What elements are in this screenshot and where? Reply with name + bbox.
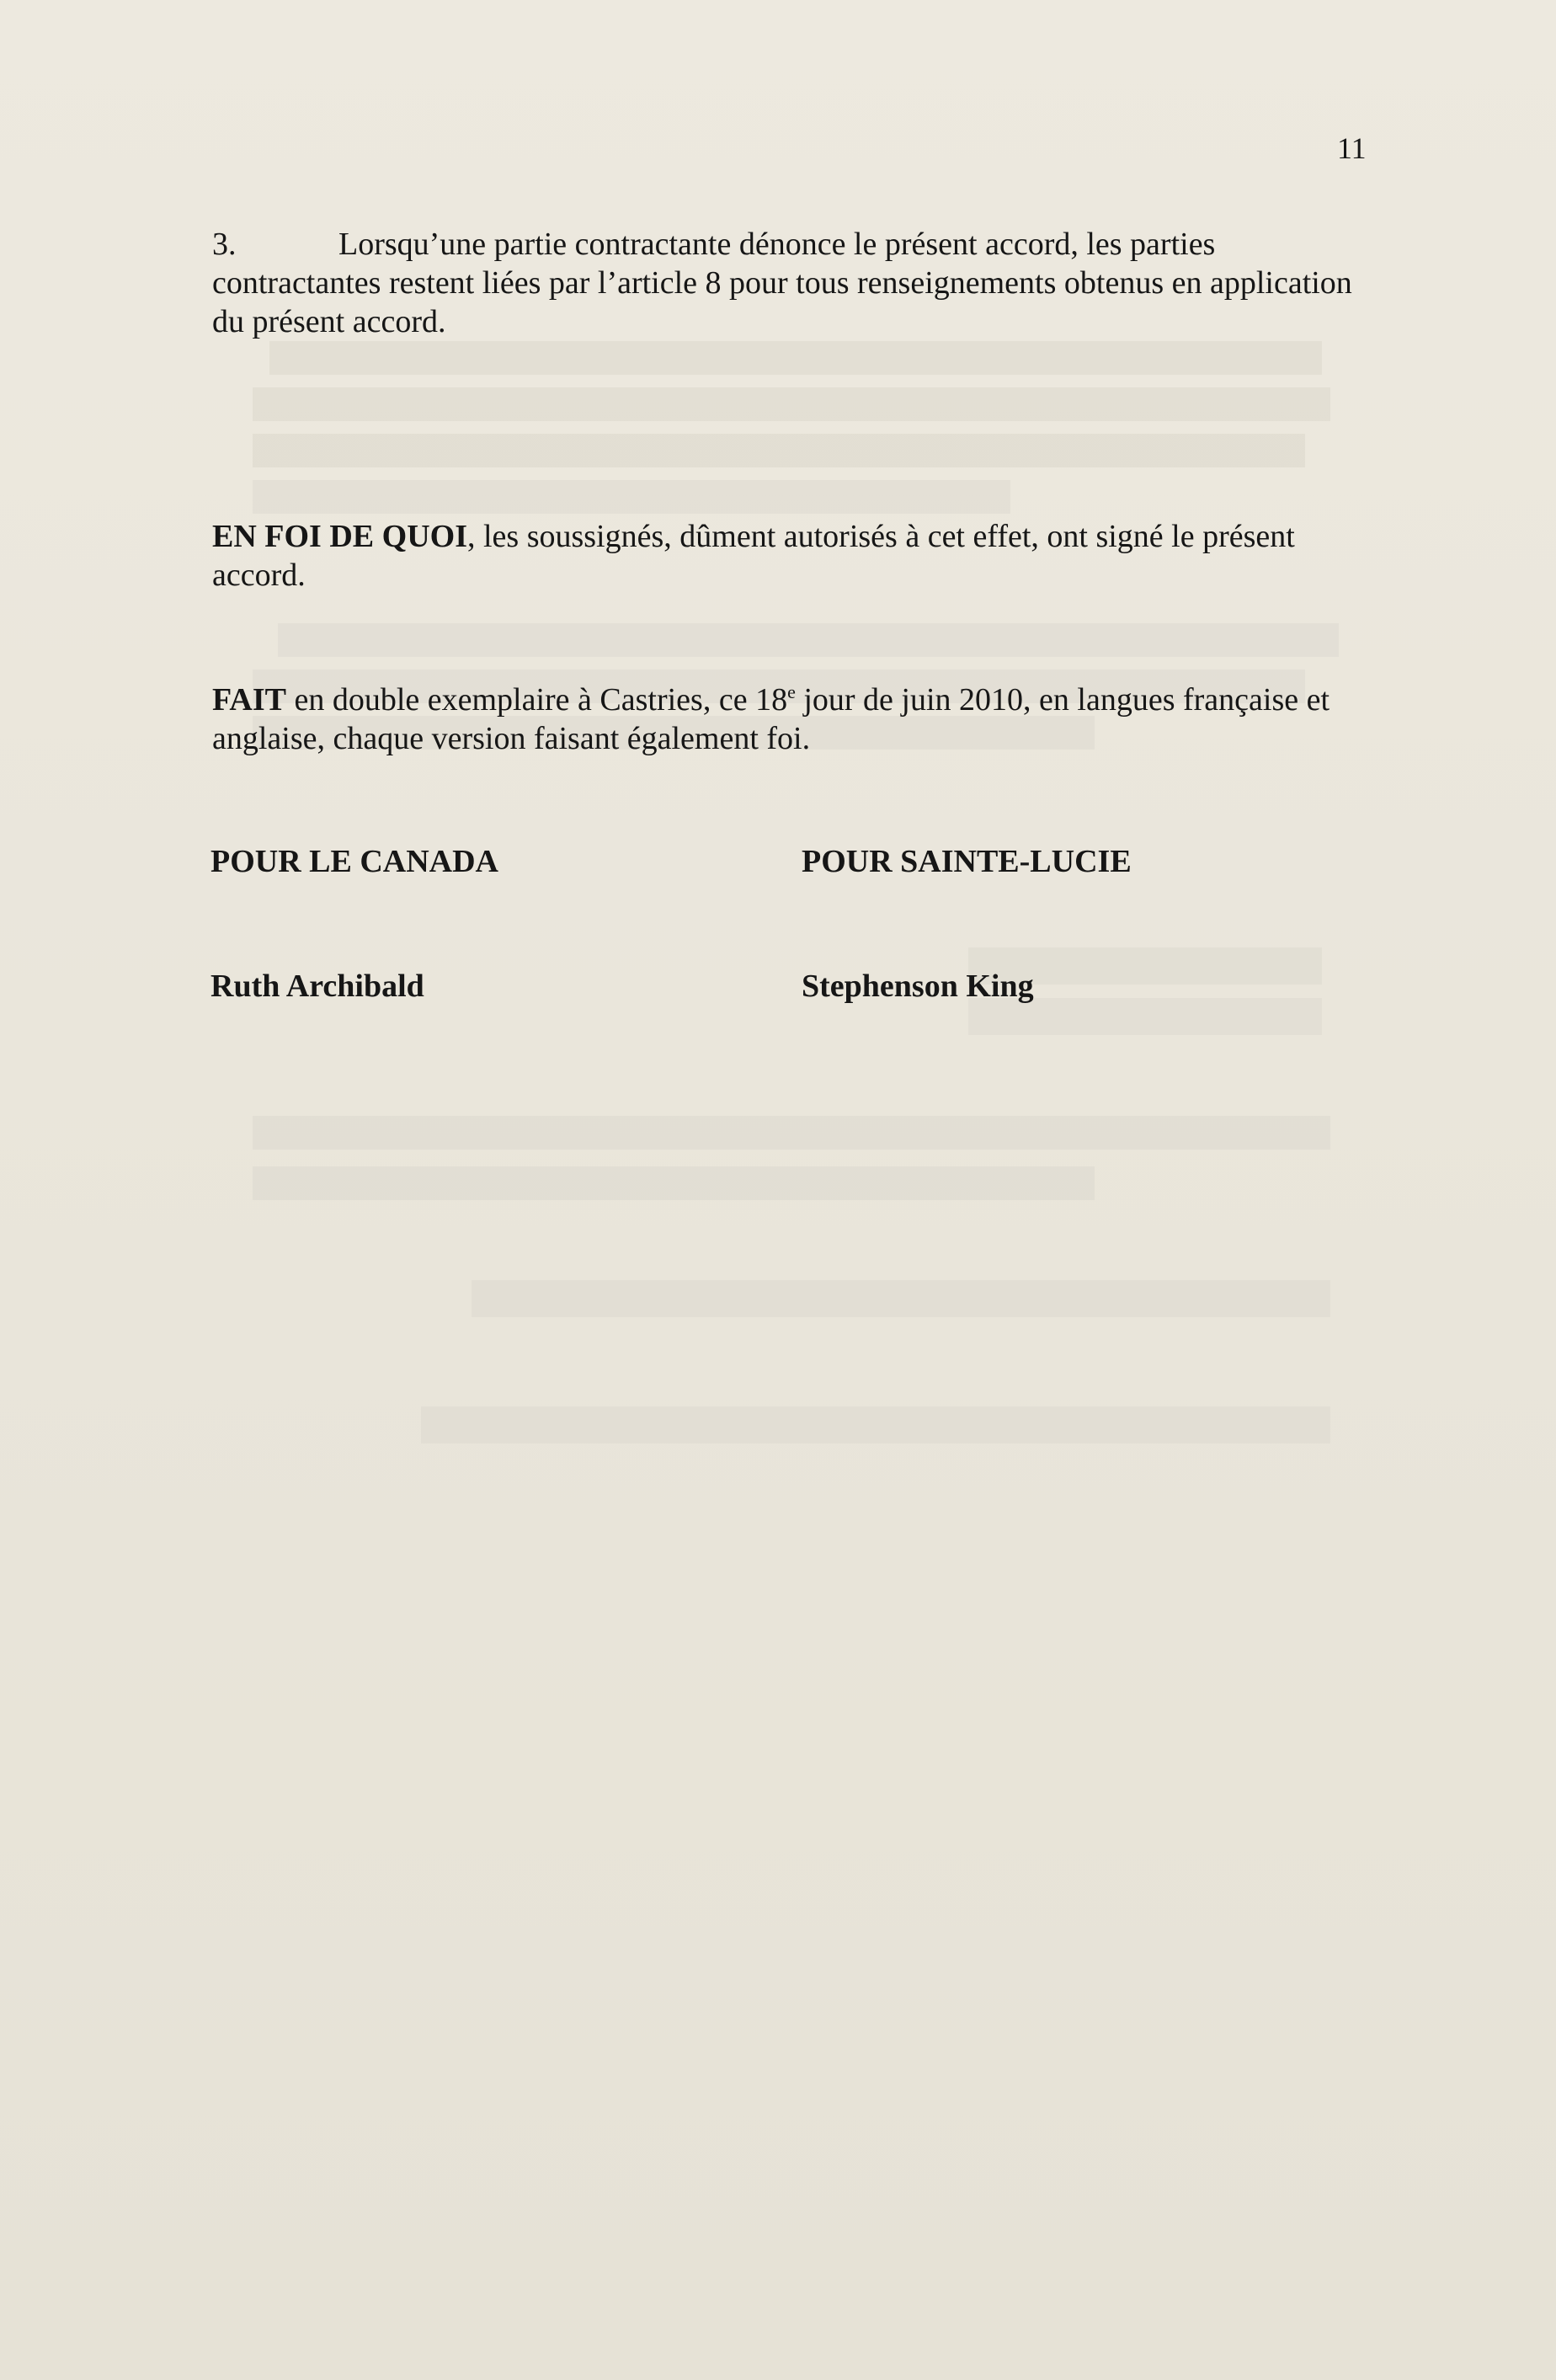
- show-through-line: [253, 1116, 1330, 1150]
- paragraph-text: Lorsqu’une partie contractante dénonce le présent accord, les parties contractantes restent liées par l’article 8 pour tous renseignements obtenus en application du présent accord.: [212, 227, 1352, 339]
- signature-heading-canada: POUR LE CANADA: [210, 844, 498, 879]
- witness-lead: EN FOI DE QUOI: [212, 519, 467, 554]
- done-text-end: jour de juin 2010, en langues française et anglaise, chaque version faisant également foi.: [212, 682, 1330, 756]
- show-through-line: [253, 387, 1330, 421]
- witness-text: , les soussignés, dûment autorisés à cet effet, ont signé le présent accord.: [212, 519, 1295, 593]
- signature-heading-saint-lucia: POUR SAINTE-LUCIE: [802, 844, 1132, 879]
- show-through-line: [278, 623, 1339, 657]
- show-through-line: [269, 341, 1322, 375]
- ordinal-suffix: e: [787, 681, 796, 702]
- done-lead: FAIT: [212, 682, 286, 718]
- show-through-line: [472, 1280, 1330, 1317]
- paragraph-3: [212, 225, 1374, 341]
- show-through-line: [253, 1166, 1095, 1200]
- page-number: 11: [1337, 131, 1367, 165]
- paragraph-number: 3.: [212, 227, 237, 262]
- done-clause: [212, 680, 1374, 758]
- show-through-line: [253, 480, 1010, 514]
- done-text-start: en double exemplaire à Castries, ce 18: [285, 682, 788, 718]
- witness-clause: [212, 517, 1374, 595]
- signatory-name-saint-lucia: Stephenson King: [802, 969, 1034, 1004]
- show-through-line: [253, 434, 1305, 467]
- signatory-name-canada: Ruth Archibald: [210, 969, 424, 1004]
- show-through-line: [421, 1406, 1330, 1443]
